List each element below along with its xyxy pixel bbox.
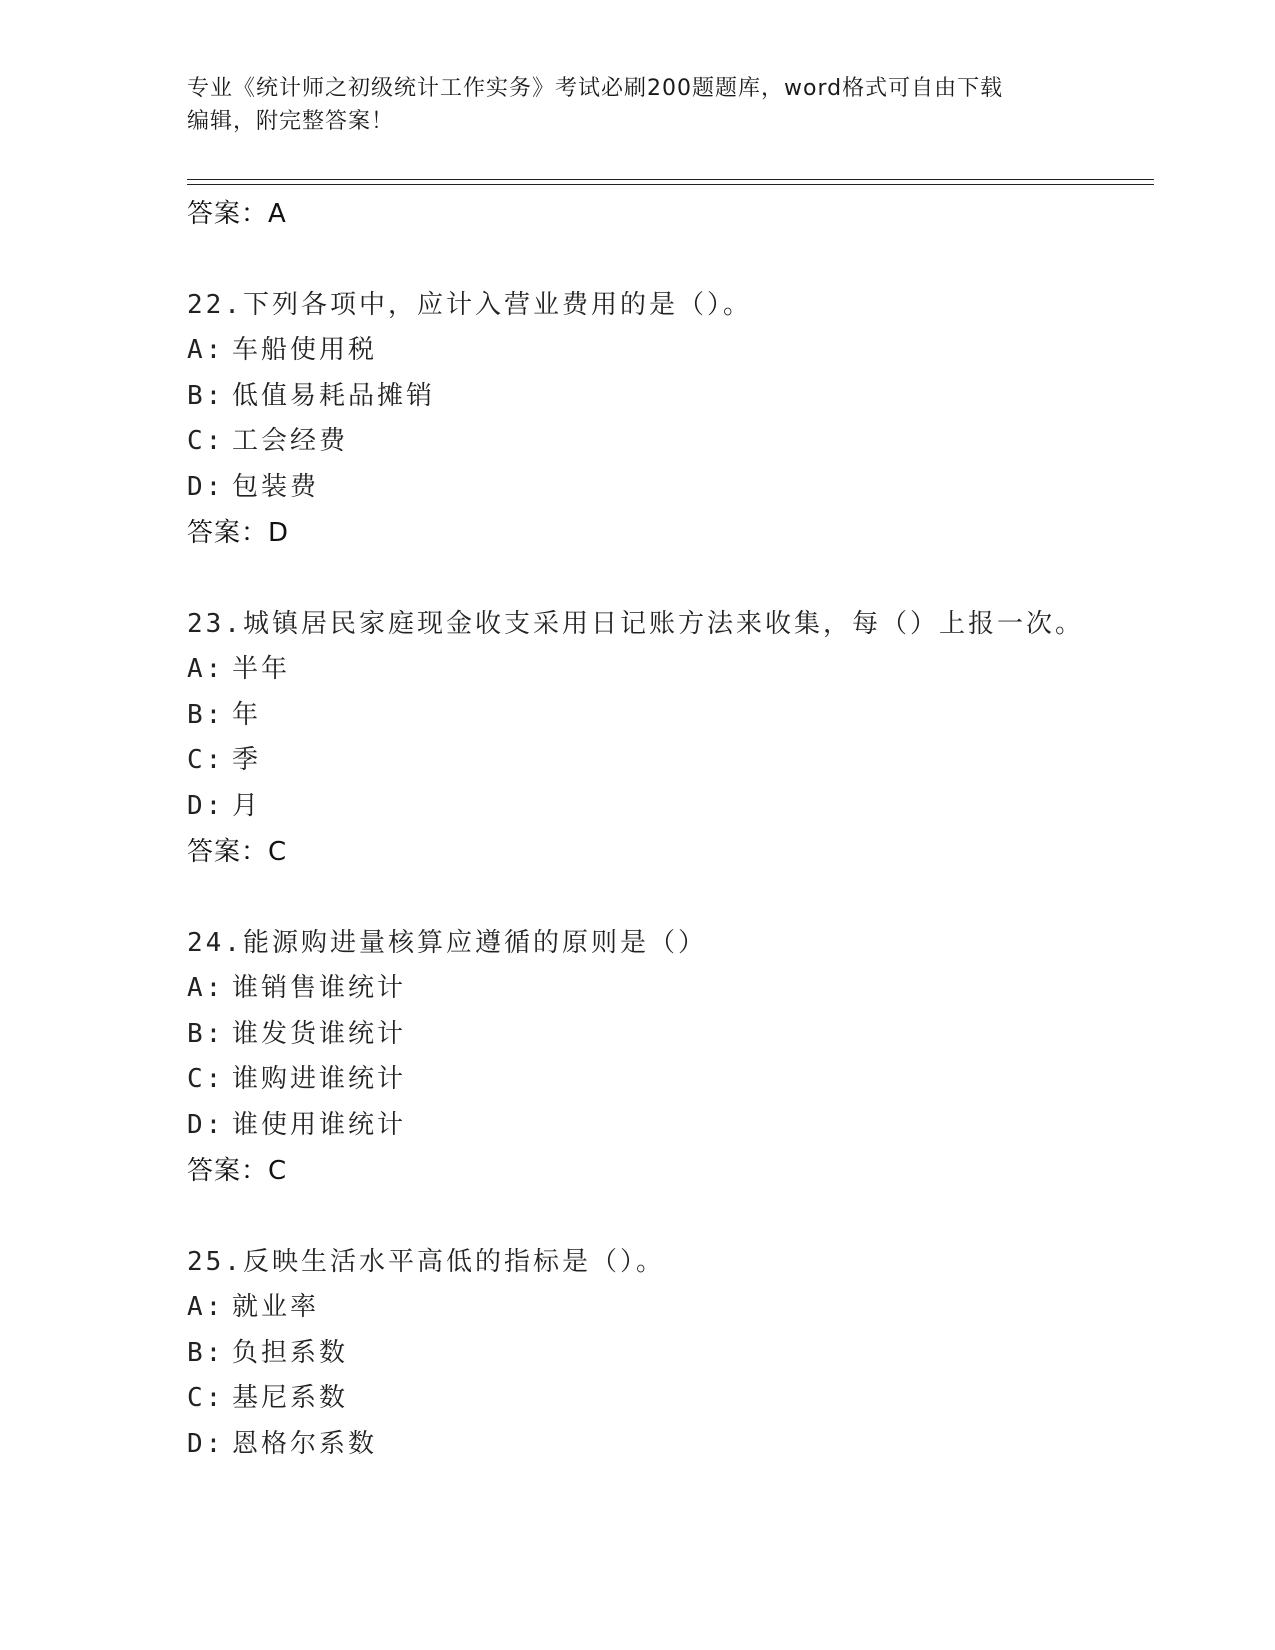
question-text: 24.能源购进量核算应遵循的原则是（） [187, 928, 707, 958]
header-line-1: 专业《统计师之初级统计工作实务》考试必刷200题题库，word格式可自由下载 [187, 76, 1004, 101]
option-text: 就业率 [232, 1292, 320, 1322]
option-text: 谁发货谁统计 [232, 1018, 407, 1049]
option-text: 低值易耗品摊销 [232, 380, 436, 411]
option-b [187, 1331, 1147, 1377]
option-letter: D: [187, 1109, 225, 1140]
option-text: 季 [232, 745, 262, 775]
option-d [187, 1422, 1147, 1468]
option-letter: A: [187, 1292, 225, 1322]
option-text: 包装费 [232, 471, 320, 502]
option-c [187, 738, 1147, 784]
option-letter: C: [187, 1383, 225, 1413]
header-divider-bottom [187, 184, 1154, 185]
option-a [187, 1285, 1147, 1331]
option-a [187, 966, 1147, 1012]
option-letter: B: [187, 699, 225, 730]
spacer [187, 1194, 1147, 1239]
question-text: 25.反映生活水平高低的指标是（）。 [187, 1247, 665, 1277]
option-letter: D: [187, 1428, 225, 1459]
option-b [187, 374, 1147, 420]
option-letter: B: [187, 1337, 225, 1368]
option-letter: D: [187, 471, 225, 502]
question-block [187, 920, 1147, 1194]
answer-line: 答案：C [187, 837, 288, 867]
header-divider-top [187, 179, 1154, 180]
option-letter: C: [187, 745, 225, 775]
spacer [187, 556, 1147, 601]
option-text: 负担系数 [232, 1337, 349, 1368]
option-text: 恩格尔系数 [232, 1428, 378, 1459]
option-d [187, 784, 1147, 830]
option-text: 月 [232, 790, 262, 821]
option-c [187, 419, 1147, 465]
question-block [187, 1239, 1147, 1467]
option-letter: D: [187, 790, 225, 821]
option-text: 谁使用谁统计 [232, 1109, 407, 1140]
question-list [187, 191, 1147, 1467]
option-letter: B: [187, 380, 225, 411]
option-text: 基尼系数 [232, 1383, 349, 1413]
option-text: 谁购进谁统计 [232, 1064, 407, 1094]
option-letter: C: [187, 1064, 225, 1094]
option-c [187, 1057, 1147, 1103]
question-text: 23.城镇居民家庭现金收支采用日记账方法来收集，每（）上报一次。 [187, 609, 1084, 639]
option-text: 半年 [232, 654, 291, 684]
option-letter: B: [187, 1018, 225, 1049]
option-d [187, 465, 1147, 511]
question-block [187, 282, 1147, 556]
question-text: 22.下列各项中，应计入营业费用的是（）。 [187, 290, 752, 320]
header-line-2: 编辑，附完整答案！ [187, 109, 395, 134]
option-a [187, 328, 1147, 374]
option-letter: C: [187, 426, 225, 456]
question-block [187, 601, 1147, 875]
option-text: 工会经费 [232, 426, 349, 456]
option-letter: A: [187, 335, 225, 365]
previous-answer: 答案：A [187, 199, 287, 229]
option-text: 年 [232, 699, 262, 730]
option-d [187, 1103, 1147, 1149]
option-letter: A: [187, 654, 225, 684]
option-b [187, 693, 1147, 739]
option-b [187, 1012, 1147, 1058]
option-c [187, 1376, 1147, 1422]
answer-line: 答案：C [187, 1156, 288, 1186]
spacer [187, 237, 1147, 282]
document-header [187, 72, 1067, 138]
option-letter: A: [187, 973, 225, 1003]
spacer [187, 875, 1147, 920]
option-text: 谁销售谁统计 [232, 973, 407, 1003]
answer-line: 答案：D [187, 518, 290, 548]
option-a [187, 647, 1147, 693]
option-text: 车船使用税 [232, 335, 378, 365]
